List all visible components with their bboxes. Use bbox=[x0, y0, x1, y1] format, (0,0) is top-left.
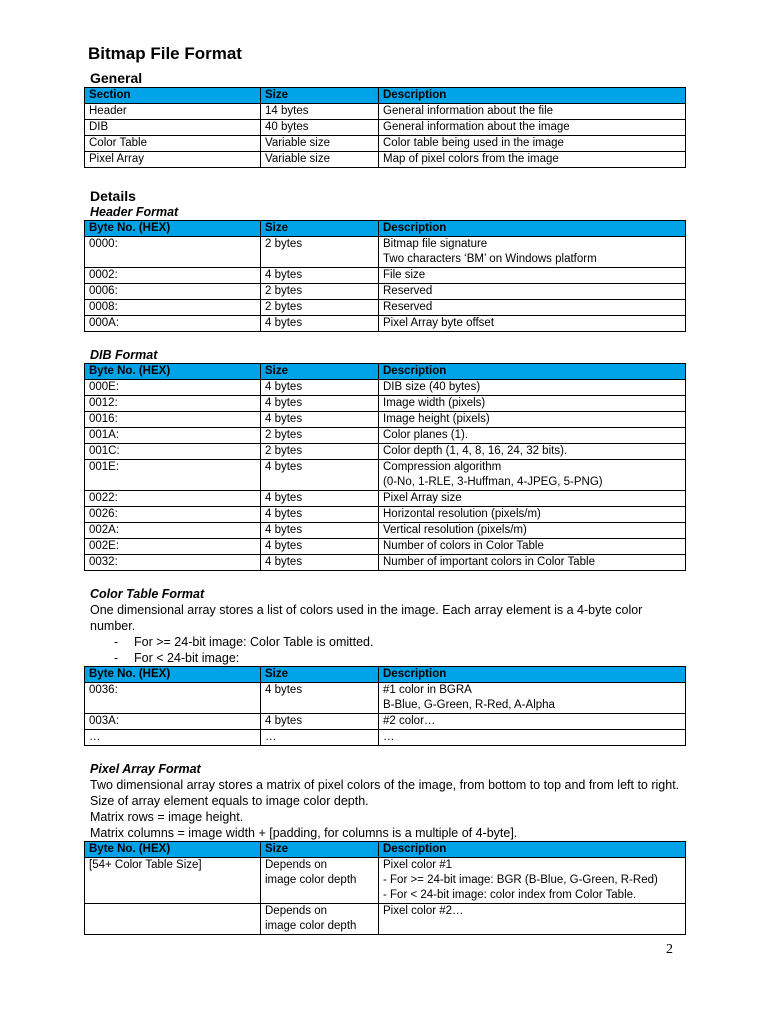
table-cell: 000A: bbox=[85, 316, 261, 332]
header-format-table bbox=[84, 220, 686, 332]
table-cell: 2 bytes bbox=[261, 428, 379, 444]
table-cell: #1 color in BGRA B-Blue, G-Green, R-Red, A-Alpha bbox=[379, 683, 686, 714]
column-header: Byte No. (HEX) bbox=[85, 221, 261, 237]
table-row bbox=[85, 380, 686, 396]
table-cell: Map of pixel colors from the image bbox=[379, 152, 686, 168]
table-cell: 4 bytes bbox=[261, 491, 379, 507]
table-cell: Pixel color #2… bbox=[379, 904, 686, 935]
column-header: Size bbox=[261, 221, 379, 237]
pixel-array-columns-note: Matrix columns = image width + [padding, for columns is a multiple of 4-byte]. bbox=[90, 826, 518, 840]
table-cell: 001E: bbox=[85, 460, 261, 491]
table-cell: 4 bytes bbox=[261, 555, 379, 571]
table-cell: 001C: bbox=[85, 444, 261, 460]
table-cell: 4 bytes bbox=[261, 683, 379, 714]
table-row bbox=[85, 539, 686, 555]
table-cell: 0008: bbox=[85, 300, 261, 316]
table-cell: Variable size bbox=[261, 136, 379, 152]
table-row bbox=[85, 444, 686, 460]
table-cell: Variable size bbox=[261, 152, 379, 168]
table-cell: Bitmap file signature Two characters ‘BM’ on Windows platform bbox=[379, 237, 686, 268]
table-row bbox=[85, 152, 686, 168]
table-row bbox=[85, 730, 686, 746]
table-cell: 2 bytes bbox=[261, 444, 379, 460]
table-cell: 0000: bbox=[85, 237, 261, 268]
section-heading-details: Details bbox=[90, 188, 136, 204]
section-heading-general: General bbox=[90, 70, 143, 86]
table-cell: Color Table bbox=[85, 136, 261, 152]
table-row bbox=[85, 120, 686, 136]
table-cell: 2 bytes bbox=[261, 300, 379, 316]
table-row bbox=[85, 237, 686, 268]
table-cell: 4 bytes bbox=[261, 316, 379, 332]
table-cell: 0006: bbox=[85, 284, 261, 300]
bullet-item: - For < 24-bit image: bbox=[114, 650, 686, 666]
table-row bbox=[85, 460, 686, 491]
table-cell: 4 bytes bbox=[261, 539, 379, 555]
table-cell: Reserved bbox=[379, 300, 686, 316]
table-cell: Image width (pixels) bbox=[379, 396, 686, 412]
pixel-array-rows-note: Matrix rows = image height. bbox=[90, 810, 244, 824]
color-table-bullets bbox=[84, 634, 686, 666]
subheading-color-table-format: Color Table Format bbox=[90, 587, 205, 601]
table-row bbox=[85, 136, 686, 152]
table-cell: Color planes (1). bbox=[379, 428, 686, 444]
table-row bbox=[85, 268, 686, 284]
column-header: Description bbox=[379, 88, 686, 104]
table-cell: 2 bytes bbox=[261, 284, 379, 300]
table-cell: 4 bytes bbox=[261, 507, 379, 523]
table-row bbox=[85, 396, 686, 412]
column-header: Size bbox=[261, 667, 379, 683]
table-row bbox=[85, 523, 686, 539]
table-cell: 001A: bbox=[85, 428, 261, 444]
table-cell bbox=[85, 904, 261, 935]
table-row bbox=[85, 316, 686, 332]
column-header: Description bbox=[379, 842, 686, 858]
bullet-item: - For >= 24-bit image: Color Table is omitted. bbox=[114, 634, 686, 650]
subheading-header-format: Header Format bbox=[90, 205, 179, 219]
table-cell: 2 bytes bbox=[261, 237, 379, 268]
dib-format-table bbox=[84, 363, 686, 571]
table-cell: Reserved bbox=[379, 284, 686, 300]
table-cell: 0012: bbox=[85, 396, 261, 412]
table-cell: General information about the image bbox=[379, 120, 686, 136]
table-cell: 0022: bbox=[85, 491, 261, 507]
table-cell: 14 bytes bbox=[261, 104, 379, 120]
table-cell: 4 bytes bbox=[261, 523, 379, 539]
column-header: Size bbox=[261, 842, 379, 858]
table-cell: 4 bytes bbox=[261, 714, 379, 730]
table-row bbox=[85, 683, 686, 714]
table-cell: Header bbox=[85, 104, 261, 120]
page-number: 2 bbox=[666, 942, 673, 957]
table-row bbox=[85, 104, 686, 120]
table-cell: [54+ Color Table Size] bbox=[85, 858, 261, 904]
table-cell: Depends on image color depth bbox=[261, 858, 379, 904]
table-cell: Compression algorithm (0-No, 1-RLE, 3-Huffman, 4-JPEG, 5-PNG) bbox=[379, 460, 686, 491]
table-header-row bbox=[85, 364, 686, 380]
table-cell: File size bbox=[379, 268, 686, 284]
general-table bbox=[84, 87, 686, 168]
column-header: Size bbox=[261, 88, 379, 104]
table-row bbox=[85, 858, 686, 904]
table-cell: 003A: bbox=[85, 714, 261, 730]
table-cell: 0036: bbox=[85, 683, 261, 714]
table-cell: 0002: bbox=[85, 268, 261, 284]
table-cell: Horizontal resolution (pixels/m) bbox=[379, 507, 686, 523]
column-header: Byte No. (HEX) bbox=[85, 364, 261, 380]
table-header-row bbox=[85, 88, 686, 104]
table-cell: 4 bytes bbox=[261, 396, 379, 412]
table-cell: … bbox=[85, 730, 261, 746]
table-header-row bbox=[85, 842, 686, 858]
subheading-dib-format: DIB Format bbox=[90, 348, 158, 362]
table-cell: 4 bytes bbox=[261, 380, 379, 396]
table-row bbox=[85, 491, 686, 507]
table-cell: Pixel color #1 - For >= 24-bit image: BGR (B-Blue, G-Green, R-Red) - For < 24-bit image: color index from Color Table. bbox=[379, 858, 686, 904]
column-header: Section bbox=[85, 88, 261, 104]
column-header: Description bbox=[379, 364, 686, 380]
table-header-row bbox=[85, 667, 686, 683]
table-row bbox=[85, 507, 686, 523]
table-cell: 0026: bbox=[85, 507, 261, 523]
table-row bbox=[85, 300, 686, 316]
table-cell: General information about the file bbox=[379, 104, 686, 120]
table-cell: … bbox=[261, 730, 379, 746]
table-cell: #2 color… bbox=[379, 714, 686, 730]
table-header-row bbox=[85, 221, 686, 237]
table-row bbox=[85, 904, 686, 935]
column-header: Byte No. (HEX) bbox=[85, 842, 261, 858]
table-cell: Number of important colors in Color Table bbox=[379, 555, 686, 571]
column-header: Size bbox=[261, 364, 379, 380]
table-cell: DIB bbox=[85, 120, 261, 136]
table-cell: Pixel Array size bbox=[379, 491, 686, 507]
table-cell: Vertical resolution (pixels/m) bbox=[379, 523, 686, 539]
table-row bbox=[85, 555, 686, 571]
table-cell: Color depth (1, 4, 8, 16, 24, 32 bits). bbox=[379, 444, 686, 460]
table-cell: 4 bytes bbox=[261, 412, 379, 428]
table-row bbox=[85, 428, 686, 444]
table-cell: 0016: bbox=[85, 412, 261, 428]
page-title: Bitmap File Format bbox=[88, 44, 242, 63]
column-header: Description bbox=[379, 667, 686, 683]
table-cell: Number of colors in Color Table bbox=[379, 539, 686, 555]
table-cell: Depends on image color depth bbox=[261, 904, 379, 935]
column-header: Description bbox=[379, 221, 686, 237]
table-cell: Pixel Array bbox=[85, 152, 261, 168]
table-cell: 40 bytes bbox=[261, 120, 379, 136]
color-table-format-table bbox=[84, 666, 686, 746]
table-cell: 0032: bbox=[85, 555, 261, 571]
table-row bbox=[85, 284, 686, 300]
table-cell: Image height (pixels) bbox=[379, 412, 686, 428]
table-cell: Pixel Array byte offset bbox=[379, 316, 686, 332]
table-cell: … bbox=[379, 730, 686, 746]
table-cell: 000E: bbox=[85, 380, 261, 396]
table-cell: 4 bytes bbox=[261, 460, 379, 491]
table-cell: 002E: bbox=[85, 539, 261, 555]
column-header: Byte No. (HEX) bbox=[85, 667, 261, 683]
table-cell: 4 bytes bbox=[261, 268, 379, 284]
subheading-pixel-array-format: Pixel Array Format bbox=[90, 762, 201, 776]
pixel-array-intro: Two dimensional array stores a matrix of pixel colors of the image, from bottom to top and from left to right. Size of array element equals to image color depth. bbox=[90, 778, 680, 808]
color-table-intro: One dimensional array stores a list of colors used in the image. Each array element is a 4-byte color number. bbox=[90, 603, 643, 633]
table-cell: DIB size (40 bytes) bbox=[379, 380, 686, 396]
pixel-array-format-table bbox=[84, 841, 686, 935]
table-cell: Color table being used in the image bbox=[379, 136, 686, 152]
document-page bbox=[84, 44, 686, 935]
table-row bbox=[85, 714, 686, 730]
table-cell: 002A: bbox=[85, 523, 261, 539]
table-row bbox=[85, 412, 686, 428]
